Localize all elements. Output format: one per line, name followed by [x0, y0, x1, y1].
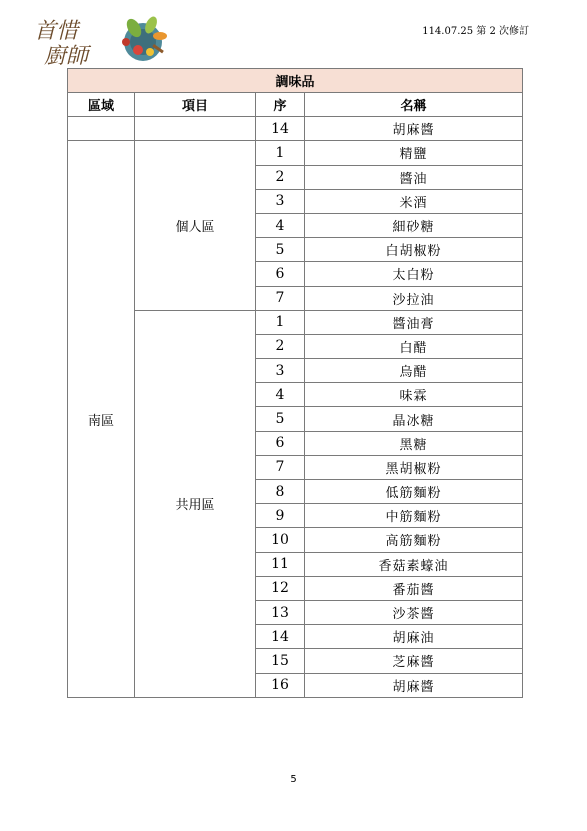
sequence-cell: 3 [256, 359, 305, 383]
name-cell: 白胡椒粉 [305, 238, 523, 262]
name-cell: 味霖 [305, 383, 523, 407]
sequence-cell: 1 [256, 141, 305, 165]
logo-text-bottom: 廚師 [44, 44, 89, 68]
sequence-cell: 2 [256, 165, 305, 189]
sequence-cell: 6 [256, 262, 305, 286]
sequence-cell: 11 [256, 552, 305, 576]
table-row [68, 141, 523, 165]
name-cell: 黑糖 [305, 431, 523, 455]
name-cell: 胡麻醬 [305, 117, 523, 141]
item-cell-personal: 個人區 [135, 141, 256, 310]
column-header-sequence: 序 [256, 93, 305, 117]
sequence-cell: 14 [256, 117, 305, 141]
name-cell: 太白粉 [305, 262, 523, 286]
sequence-cell: 7 [256, 455, 305, 479]
item-cell-shared: 共用區 [135, 310, 256, 697]
name-cell: 胡麻醬 [305, 673, 523, 697]
sequence-cell: 15 [256, 649, 305, 673]
name-cell: 芝麻醬 [305, 649, 523, 673]
sequence-cell: 3 [256, 189, 305, 213]
sequence-cell: 16 [256, 673, 305, 697]
name-cell: 烏醋 [305, 359, 523, 383]
name-cell: 米酒 [305, 189, 523, 213]
item-cell-empty [135, 117, 256, 141]
name-cell: 晶冰糖 [305, 407, 523, 431]
name-cell: 低筋麵粉 [305, 480, 523, 504]
name-cell: 香菇素蠔油 [305, 552, 523, 576]
sequence-cell: 6 [256, 431, 305, 455]
table-row [68, 310, 523, 334]
column-header-name: 名稱 [305, 93, 523, 117]
sequence-cell: 1 [256, 310, 305, 334]
name-cell: 沙茶醬 [305, 600, 523, 624]
region-cell: 南區 [68, 141, 135, 697]
name-cell: 細砂糖 [305, 213, 523, 237]
sequence-cell: 14 [256, 625, 305, 649]
sequence-cell: 5 [256, 407, 305, 431]
table-title: 調味品 [68, 69, 523, 93]
sequence-cell: 12 [256, 576, 305, 600]
brand-logo [30, 12, 170, 68]
sequence-cell: 7 [256, 286, 305, 310]
name-cell: 胡麻油 [305, 625, 523, 649]
region-cell-empty [68, 117, 135, 141]
name-cell: 精鹽 [305, 141, 523, 165]
seasoning-table [67, 68, 523, 698]
column-header-region: 區域 [68, 93, 135, 117]
logo-text-top: 首惜 [34, 19, 79, 44]
name-cell: 黑胡椒粉 [305, 455, 523, 479]
sequence-cell: 4 [256, 213, 305, 237]
sequence-cell: 4 [256, 383, 305, 407]
name-cell: 醬油 [305, 165, 523, 189]
name-cell: 醬油膏 [305, 310, 523, 334]
name-cell: 沙拉油 [305, 286, 523, 310]
sequence-cell: 9 [256, 504, 305, 528]
table-row [68, 117, 523, 141]
page-number: 5 [290, 774, 297, 785]
name-cell: 番茄醬 [305, 576, 523, 600]
sequence-cell: 2 [256, 334, 305, 358]
column-header-item: 項目 [135, 93, 256, 117]
sequence-cell: 10 [256, 528, 305, 552]
name-cell: 中筋麵粉 [305, 504, 523, 528]
sequence-cell: 5 [256, 238, 305, 262]
revision-note: 114.07.25 第 2 次修訂 [422, 26, 529, 37]
name-cell: 白醋 [305, 334, 523, 358]
sequence-cell: 8 [256, 480, 305, 504]
name-cell: 高筋麵粉 [305, 528, 523, 552]
sequence-cell: 13 [256, 600, 305, 624]
